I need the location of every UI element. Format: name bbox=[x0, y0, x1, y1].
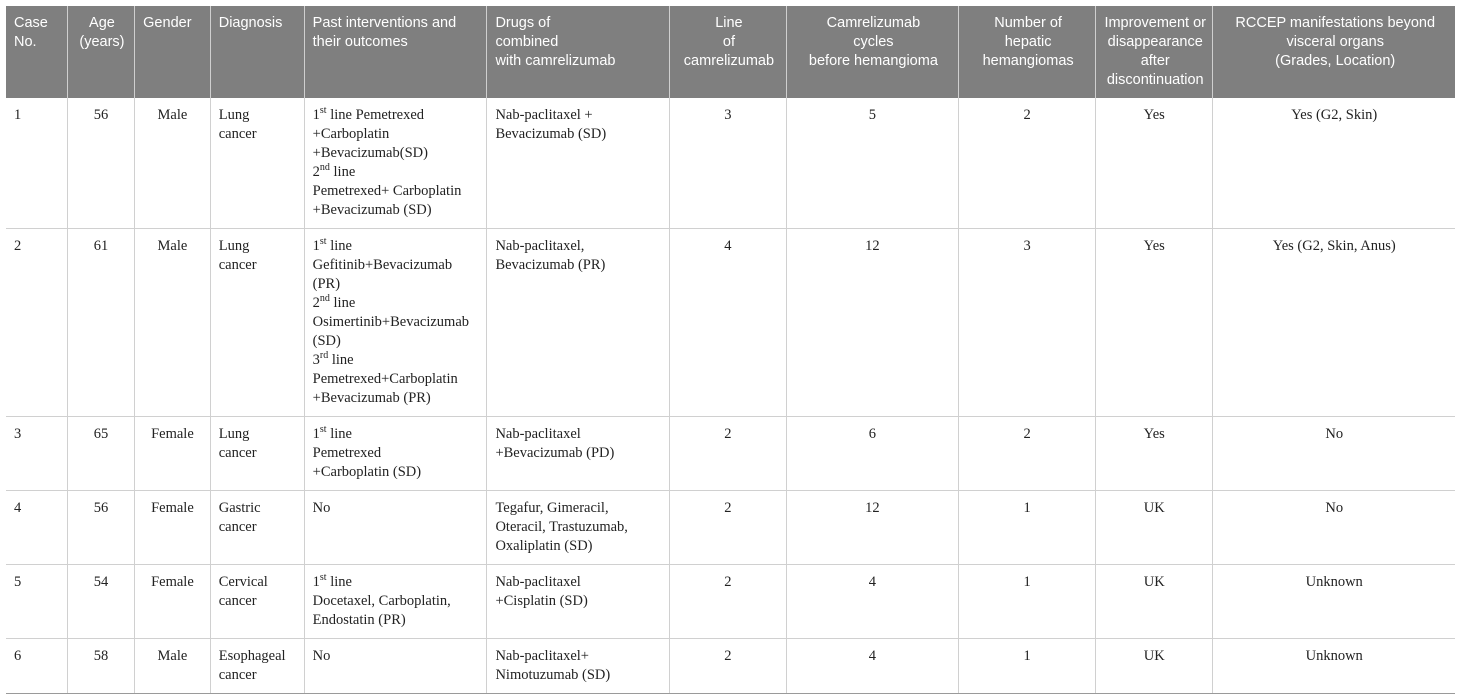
column-header-line: their outcomes bbox=[312, 34, 408, 50]
age-cell bbox=[67, 417, 134, 491]
camrelizumab-line-cell bbox=[670, 491, 786, 565]
header-row bbox=[6, 6, 1455, 98]
column-header-line: Past interventions and bbox=[312, 15, 457, 31]
gender-cell bbox=[135, 417, 211, 491]
intervention-text: line bbox=[329, 164, 356, 180]
diagnosis-line: Cervical bbox=[218, 574, 268, 590]
cycles-value: 5 bbox=[868, 107, 877, 123]
past-intervention-line bbox=[313, 182, 479, 201]
combined-drugs-cell bbox=[487, 639, 670, 694]
intervention-text: line bbox=[326, 238, 352, 254]
intervention-text: Docetaxel, Carboplatin, bbox=[312, 593, 451, 609]
improvement-value: UK bbox=[1143, 500, 1165, 516]
gender-value: Female bbox=[151, 574, 194, 590]
improvement-cell bbox=[1096, 98, 1213, 229]
case-number-cell bbox=[6, 565, 67, 639]
column-header-line: cycles bbox=[853, 34, 894, 50]
past-interventions-cell bbox=[304, 565, 487, 639]
column-header-line: Drugs of bbox=[495, 15, 551, 31]
intervention-text: line bbox=[329, 295, 356, 311]
column-header-combined-drugs bbox=[487, 6, 670, 98]
table-row bbox=[6, 98, 1455, 229]
improvement-value: UK bbox=[1143, 574, 1165, 590]
intervention-text: Pemetrexed+Carboplatin bbox=[312, 371, 458, 387]
past-intervention-line bbox=[313, 313, 479, 332]
past-interventions-cell bbox=[304, 491, 487, 565]
column-header-line: before hemangioma bbox=[808, 53, 938, 69]
column-header-line: with camrelizumab bbox=[495, 53, 616, 69]
line-ordinal: 1 bbox=[312, 238, 320, 254]
column-header-hepatic-count bbox=[959, 6, 1096, 98]
hemangioma-count-value: 1 bbox=[1023, 500, 1031, 516]
past-intervention-line bbox=[313, 389, 479, 408]
rccep-value: No bbox=[1325, 426, 1344, 442]
camrelizumab-line-value: 2 bbox=[724, 426, 732, 442]
case-number-cell bbox=[6, 491, 67, 565]
combined-drugs-cell bbox=[487, 565, 670, 639]
clinical-cases-table bbox=[6, 6, 1455, 694]
hemangioma-count-cell bbox=[959, 98, 1096, 229]
age-cell bbox=[67, 491, 134, 565]
drug-line: Nab-paclitaxel bbox=[495, 574, 581, 590]
hemangioma-count-cell bbox=[959, 565, 1096, 639]
intervention-text: +Bevacizumab(SD) bbox=[312, 145, 428, 161]
diagnosis-line: cancer bbox=[218, 667, 257, 683]
column-header-line: disappearance bbox=[1107, 34, 1203, 50]
intervention-text: +Bevacizumab (PR) bbox=[312, 390, 431, 406]
column-header-line: No. bbox=[14, 34, 37, 50]
age-cell bbox=[67, 639, 134, 694]
past-intervention-line bbox=[313, 106, 479, 125]
column-header-line: Number of bbox=[994, 15, 1062, 31]
past-intervention-line bbox=[313, 256, 479, 275]
diagnosis-line: Lung bbox=[218, 426, 250, 442]
column-header-gender bbox=[135, 6, 211, 98]
diagnosis-cell bbox=[210, 417, 304, 491]
diagnosis-cell bbox=[210, 98, 304, 229]
drug-line: Nab-paclitaxel + bbox=[495, 107, 593, 123]
rccep-cell bbox=[1213, 639, 1455, 694]
column-header-line: Line bbox=[715, 15, 743, 31]
ordinal-suffix: st bbox=[319, 105, 327, 117]
past-intervention-line bbox=[313, 370, 479, 389]
gender-value: Female bbox=[151, 500, 194, 516]
intervention-text: No bbox=[312, 500, 331, 516]
table-row bbox=[6, 565, 1455, 639]
drug-line: +Bevacizumab (PD) bbox=[495, 445, 615, 461]
column-header-diagnosis bbox=[210, 6, 304, 98]
case-number-cell bbox=[6, 98, 67, 229]
drug-line: Nimotuzumab (SD) bbox=[495, 667, 611, 683]
intervention-text: (PR) bbox=[312, 276, 341, 292]
line-ordinal: 1 bbox=[312, 426, 320, 442]
combined-drugs-cell bbox=[487, 491, 670, 565]
rccep-cell bbox=[1213, 491, 1455, 565]
past-interventions-cell bbox=[304, 417, 487, 491]
intervention-text: line bbox=[328, 352, 354, 368]
ordinal-suffix: st bbox=[319, 424, 327, 436]
intervention-text: line bbox=[326, 426, 352, 442]
case-number: 4 bbox=[14, 500, 22, 516]
column-header-line: Diagnosis bbox=[218, 15, 283, 31]
past-intervention-line bbox=[313, 332, 479, 351]
camrelizumab-line-cell bbox=[670, 639, 786, 694]
combined-drugs-cell bbox=[487, 417, 670, 491]
case-number-cell bbox=[6, 229, 67, 417]
past-intervention-line bbox=[313, 592, 479, 611]
table-row bbox=[6, 229, 1455, 417]
gender-cell bbox=[135, 229, 211, 417]
column-header-cycles bbox=[786, 6, 959, 98]
past-intervention-line bbox=[313, 351, 479, 370]
hemangioma-count-value: 2 bbox=[1023, 107, 1031, 123]
diagnosis-line: cancer bbox=[218, 593, 257, 609]
past-intervention-line bbox=[313, 163, 479, 182]
table-row bbox=[6, 491, 1455, 565]
diagnosis-line: Lung bbox=[218, 238, 250, 254]
column-header-line: Case bbox=[14, 15, 48, 31]
past-intervention-line bbox=[313, 573, 479, 592]
drug-line: Oteracil, Trastuzumab, bbox=[495, 519, 628, 535]
cycles-value: 12 bbox=[865, 238, 880, 254]
camrelizumab-line-value: 4 bbox=[724, 238, 732, 254]
column-header-line: hemangiomas bbox=[982, 53, 1074, 69]
rccep-cell bbox=[1213, 98, 1455, 229]
intervention-text: line Pemetrexed bbox=[326, 107, 425, 123]
line-ordinal: 2 bbox=[312, 295, 320, 311]
column-header-line: combined bbox=[495, 34, 559, 50]
past-interventions-cell bbox=[304, 98, 487, 229]
rccep-value: Yes (G2, Skin) bbox=[1291, 107, 1378, 123]
case-number: 1 bbox=[14, 107, 22, 123]
hemangioma-count-value: 3 bbox=[1023, 238, 1031, 254]
column-header-line: Improvement or bbox=[1104, 15, 1206, 31]
diagnosis-line: Gastric bbox=[218, 500, 261, 516]
improvement-value: Yes bbox=[1143, 238, 1165, 254]
case-number-cell bbox=[6, 639, 67, 694]
gender-cell bbox=[135, 98, 211, 229]
drug-line: Nab-paclitaxel, bbox=[495, 238, 585, 254]
age-value: 58 bbox=[93, 648, 109, 664]
diagnosis-line: Lung bbox=[218, 107, 250, 123]
age-value: 54 bbox=[93, 574, 109, 590]
column-header-line: visceral organs bbox=[1286, 34, 1384, 50]
improvement-cell bbox=[1096, 491, 1213, 565]
line-ordinal: 3 bbox=[312, 352, 320, 368]
diagnosis-line: Esophageal bbox=[218, 648, 286, 664]
ordinal-suffix: st bbox=[319, 236, 327, 248]
drug-line: Nab-paclitaxel+ bbox=[495, 648, 589, 664]
cycles-cell bbox=[786, 98, 959, 229]
improvement-value: Yes bbox=[1143, 107, 1165, 123]
hemangioma-count-value: 1 bbox=[1023, 648, 1031, 664]
camrelizumab-line-value: 2 bbox=[724, 574, 732, 590]
improvement-value: UK bbox=[1143, 648, 1165, 664]
past-intervention-line bbox=[313, 125, 479, 144]
rccep-value: No bbox=[1325, 500, 1344, 516]
diagnosis-line: cancer bbox=[218, 519, 257, 535]
gender-value: Male bbox=[157, 648, 188, 664]
ordinal-suffix: nd bbox=[319, 293, 330, 305]
cycles-value: 6 bbox=[868, 426, 877, 442]
hemangioma-count-cell bbox=[959, 639, 1096, 694]
age-value: 65 bbox=[93, 426, 109, 442]
diagnosis-line: cancer bbox=[218, 126, 257, 142]
ordinal-suffix: nd bbox=[319, 162, 330, 174]
cycles-cell bbox=[786, 229, 959, 417]
diagnosis-cell bbox=[210, 565, 304, 639]
camrelizumab-line-cell bbox=[670, 417, 786, 491]
column-header-line: Age bbox=[89, 15, 115, 31]
table-row bbox=[6, 417, 1455, 491]
column-header-line: after bbox=[1140, 53, 1170, 69]
diagnosis-cell bbox=[210, 229, 304, 417]
past-intervention-line bbox=[313, 237, 479, 256]
age-cell bbox=[67, 565, 134, 639]
column-header-improvement bbox=[1096, 6, 1213, 98]
past-intervention-line bbox=[313, 201, 479, 220]
column-header-line: (Grades, Location) bbox=[1275, 53, 1396, 69]
case-number: 6 bbox=[14, 648, 22, 664]
table-body bbox=[6, 98, 1455, 694]
intervention-text: line bbox=[326, 574, 352, 590]
cycles-cell bbox=[786, 491, 959, 565]
drug-line: Nab-paclitaxel bbox=[495, 426, 581, 442]
column-header-case-no bbox=[6, 6, 67, 98]
past-intervention-line bbox=[313, 144, 479, 163]
camrelizumab-line-cell bbox=[670, 565, 786, 639]
rccep-cell bbox=[1213, 229, 1455, 417]
diagnosis-line: cancer bbox=[218, 257, 257, 273]
age-value: 56 bbox=[93, 107, 109, 123]
past-intervention-line bbox=[313, 444, 479, 463]
rccep-cell bbox=[1213, 417, 1455, 491]
column-header-line bbox=[670, 6, 786, 98]
ordinal-suffix: st bbox=[319, 572, 327, 584]
gender-cell bbox=[135, 491, 211, 565]
cycles-cell bbox=[786, 417, 959, 491]
column-header-past-interventions bbox=[304, 6, 487, 98]
gender-cell bbox=[135, 639, 211, 694]
hemangioma-count-cell bbox=[959, 229, 1096, 417]
age-cell bbox=[67, 229, 134, 417]
camrelizumab-line-cell bbox=[670, 98, 786, 229]
intervention-text: No bbox=[312, 648, 331, 664]
column-header-line: (years) bbox=[79, 34, 125, 50]
intervention-text: +Carboplatin bbox=[312, 126, 390, 142]
rccep-value: Yes (G2, Skin, Anus) bbox=[1272, 238, 1396, 254]
column-header-line: hepatic bbox=[1004, 34, 1052, 50]
gender-cell bbox=[135, 565, 211, 639]
rccep-cell bbox=[1213, 565, 1455, 639]
hemangioma-count-value: 2 bbox=[1023, 426, 1031, 442]
age-value: 56 bbox=[93, 500, 109, 516]
cycles-value: 4 bbox=[868, 648, 877, 664]
combined-drugs-cell bbox=[487, 229, 670, 417]
column-header-line: RCCEP manifestations beyond bbox=[1235, 15, 1436, 31]
diagnosis-cell bbox=[210, 491, 304, 565]
case-number: 3 bbox=[14, 426, 22, 442]
intervention-text: Gefitinib+Bevacizumab bbox=[312, 257, 453, 273]
ordinal-suffix: rd bbox=[319, 350, 329, 362]
gender-value: Male bbox=[157, 107, 188, 123]
intervention-text: Endostatin (PR) bbox=[312, 612, 406, 628]
line-ordinal: 2 bbox=[312, 164, 320, 180]
column-header-line: Camrelizumab bbox=[826, 15, 921, 31]
gender-value: Male bbox=[157, 238, 188, 254]
intervention-text: Pemetrexed bbox=[312, 445, 382, 461]
drug-line: Oxaliplatin (SD) bbox=[495, 538, 593, 554]
camrelizumab-line-value: 3 bbox=[724, 107, 732, 123]
intervention-text: Pemetrexed+ Carboplatin bbox=[312, 183, 462, 199]
rccep-value: Unknown bbox=[1305, 648, 1363, 664]
cycles-cell bbox=[786, 565, 959, 639]
camrelizumab-line-cell bbox=[670, 229, 786, 417]
diagnosis-cell bbox=[210, 639, 304, 694]
line-ordinal: 1 bbox=[312, 574, 320, 590]
camrelizumab-line-value: 2 bbox=[724, 648, 732, 664]
improvement-cell bbox=[1096, 565, 1213, 639]
age-value: 61 bbox=[93, 238, 109, 254]
line-ordinal: 1 bbox=[312, 107, 320, 123]
past-intervention-line bbox=[313, 463, 479, 482]
drug-line: Bevacizumab (SD) bbox=[495, 126, 607, 142]
column-header-rccep bbox=[1213, 6, 1455, 98]
improvement-value: Yes bbox=[1143, 426, 1165, 442]
diagnosis-line: cancer bbox=[218, 445, 257, 461]
age-cell bbox=[67, 98, 134, 229]
drug-line: Tegafur, Gimeracil, bbox=[495, 500, 609, 516]
case-number: 2 bbox=[14, 238, 22, 254]
past-intervention-line bbox=[313, 294, 479, 313]
case-number-cell bbox=[6, 417, 67, 491]
improvement-cell bbox=[1096, 229, 1213, 417]
combined-drugs-cell bbox=[487, 98, 670, 229]
table-row bbox=[6, 639, 1455, 694]
drug-line: +Cisplatin (SD) bbox=[495, 593, 588, 609]
hemangioma-count-cell bbox=[959, 417, 1096, 491]
gender-value: Female bbox=[151, 426, 194, 442]
hemangioma-count-cell bbox=[959, 491, 1096, 565]
past-intervention-line bbox=[313, 275, 479, 294]
improvement-cell bbox=[1096, 417, 1213, 491]
column-header-line: discontinuation bbox=[1106, 72, 1204, 88]
past-intervention-line bbox=[313, 499, 479, 518]
cycles-value: 4 bbox=[868, 574, 877, 590]
column-header-line: Gender bbox=[143, 15, 192, 31]
past-intervention-line bbox=[313, 425, 479, 444]
past-intervention-line bbox=[313, 647, 479, 666]
past-interventions-cell bbox=[304, 229, 487, 417]
intervention-text: Osimertinib+Bevacizumab bbox=[312, 314, 470, 330]
hemangioma-count-value: 1 bbox=[1023, 574, 1031, 590]
column-header-line: of camrelizumab bbox=[683, 34, 775, 69]
drug-line: Bevacizumab (PR) bbox=[495, 257, 606, 273]
camrelizumab-line-value: 2 bbox=[724, 500, 732, 516]
case-number: 5 bbox=[14, 574, 22, 590]
improvement-cell bbox=[1096, 639, 1213, 694]
intervention-text: +Bevacizumab (SD) bbox=[312, 202, 432, 218]
rccep-value: Unknown bbox=[1305, 574, 1363, 590]
intervention-text: +Carboplatin (SD) bbox=[312, 464, 422, 480]
cycles-cell bbox=[786, 639, 959, 694]
past-intervention-line bbox=[313, 611, 479, 630]
cycles-value: 12 bbox=[865, 500, 880, 516]
intervention-text: (SD) bbox=[312, 333, 341, 349]
column-header-age bbox=[67, 6, 134, 98]
past-interventions-cell bbox=[304, 639, 487, 694]
